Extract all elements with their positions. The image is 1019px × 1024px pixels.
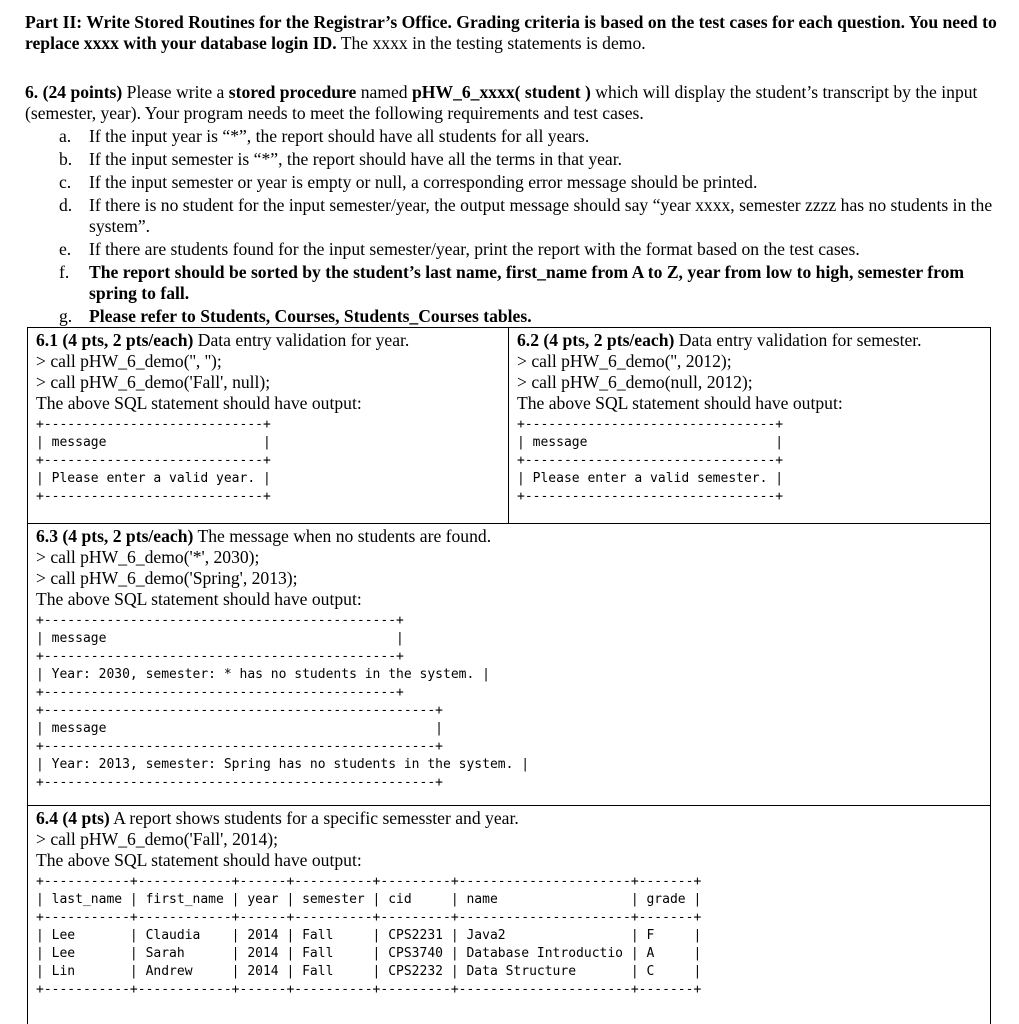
test-case-6-4: 6.4 (4 pts) A report shows students for a specific semesster and year. > call pHW_6_demo('Fall', 2014); The above SQL statement should have output: +-----------+------------+------+----------+---------+----------------------+-------+ | last_name | first_name | year | semester | cid | name | grade | +-----------+------------+------+----------+---------+----------------------+-------+ | Lee | Claudia | 2014 | Fall | CPS2231 | Java2 | F | | Lee | Sarah | 2014 | Fall | CPS3740 | Database Introductio | A | | Lin | Andrew | 2014 | Fall | CPS2232 | Data Structure | C | +-----------+------------+------+----------+---------+----------------------+-------+	[27, 805, 991, 1024]
procedure-name: pHW_6_xxxx( student )	[412, 82, 591, 102]
requirement-item: f. The report should be sorted by the student’s last name, first_name from A to Z, year from low to high, semester from spring to fall.	[59, 262, 965, 303]
call-statement: > call pHW_6_demo('', '');	[36, 351, 222, 371]
call-statement: > call pHW_6_demo('Spring', 2013);	[36, 568, 298, 588]
part-note: The xxxx in the testing statements is demo.	[336, 33, 646, 53]
part-intro	[25, 12, 1000, 54]
test-title: 6.2 (4 pts, 2 pts/each)	[517, 330, 675, 350]
test-title: 6.3 (4 pts, 2 pts/each)	[36, 526, 194, 546]
requirement-item: c. If the input semester or year is empty or null, a corresponding error message should be printed.	[59, 172, 758, 192]
call-statement: > call pHW_6_demo('Fall', null);	[36, 372, 271, 392]
requirement-item: g. Please refer to Students, Courses, Students_Courses tables.	[59, 306, 532, 326]
test-case-6-3: 6.3 (4 pts, 2 pts/each) The message when no students are found. > call pHW_6_demo('*', 2030); > call pHW_6_demo('Spring', 2013); The above SQL statement should have output: +---------------------------------------------+ | message | +---------------------------------------------+ | Year: 2030, semester: * has no students in the system. | +---------------------------------------------+ +--------------------------------------------------+ | message | +--------------------------------------------------+ | Year: 2013, semester: Spring has no students in the system. | +--------------------------------------------------+	[27, 523, 991, 806]
test-case-6-2: 6.2 (4 pts, 2 pts/each) Data entry validation for semester. > call pHW_6_demo('', 2012); > call pHW_6_demo(null, 2012); The above SQL statement should have output: +--------------------------------+ | message | +--------------------------------+ | Please enter a valid semester. | +--------------------------------+	[508, 327, 991, 524]
output-label: The above SQL statement should have output:	[36, 589, 362, 609]
requirement-item: a. If the input year is “*”, the report should have all students for all years.	[59, 126, 590, 146]
call-statement: > call pHW_6_demo('', 2012);	[517, 351, 732, 371]
requirement-item: b. If the input semester is “*”, the report should have all the terms in that year.	[59, 149, 623, 169]
sql-output: +-----------+------------+------+----------+---------+----------------------+-------+ | last_name | first_name | year | semester | cid | name | grade | +-----------+------------+------+----------+---------+----------------------+-------+ | Lee | Claudia | 2014 | Fall | CPS2231 | Java2 | F | | Lee | Sarah | 2014 | Fall | CPS3740 | Database Introductio | A | | Lin | Andrew | 2014 | Fall | CPS2232 | Data Structure | C | +-----------+------------+------+----------+---------+----------------------+-------+	[36, 874, 702, 997]
sql-output: +--------------------------------+ | message | +--------------------------------+ | Please enter a valid semester. | +--------------------------------+	[517, 417, 784, 504]
call-statement: > call pHW_6_demo('*', 2030);	[36, 547, 260, 567]
output-label: The above SQL statement should have output:	[36, 850, 362, 870]
output-label: The above SQL statement should have output:	[517, 393, 843, 413]
question-points: 6. (24 points)	[25, 82, 123, 102]
output-label: The above SQL statement should have output:	[36, 393, 362, 413]
test-case-6-1: 6.1 (4 pts, 2 pts/each) Data entry validation for year. > call pHW_6_demo('', ''); > call pHW_6_demo('Fall', null); The above SQL statement should have output: +----------------------------+ | message | +----------------------------+ | Please enter a valid year. | +----------------------------+	[27, 327, 509, 524]
part-heading: Part II: Write Stored Routines for the Registrar’s Office. Grading criteria is based on the test cases for each question. You need to replace xxxx with your database login ID.	[25, 12, 997, 53]
test-title: 6.4 (4 pts)	[36, 808, 110, 828]
sql-output: +---------------------------------------------+ | message | +---------------------------------------------+ | Year: 2030, semester: * has no students in the system. | +---------------------------------------------+ +--------------------------------------------------+ | message | +--------------------------------------------------+ | Year: 2013, semester: Spring has no students in the system. | +--------------------------------------------------+	[36, 613, 530, 790]
requirements-list	[25, 126, 1000, 327]
question-6: 6. (24 points) Please write a stored procedure named pHW_6_xxxx( student ) which will display the student’s transcript by the input (semester, year). Your program needs to meet the following requirements and test cases. a. If the input year is “*”, the report should have all students for all years. b. If the input semester is “*”, the report should have all the terms in that year. c. If the input semester or year is empty or null, a corresponding error message should be printed. d. If there is no student for the input semester/year, the output message should say “year xxxx, semester zzzz has no students in the system”. e. If there are students found for the input semester/year, print the report with the format based on the test cases. f. The report should be sorted by the student’s last name, first_name from A to Z, year from low to high, semester from spring to fall. g. Please refer to Students, Courses, Students_Courses tables.	[25, 82, 1000, 329]
sql-output: +----------------------------+ | message | +----------------------------+ | Please enter a valid year. | +----------------------------+	[36, 417, 271, 504]
call-statement: > call pHW_6_demo('Fall', 2014);	[36, 829, 278, 849]
requirement-item: d. If there is no student for the input semester/year, the output message should say “year xxxx, semester zzzz has no students in the system”.	[59, 195, 993, 236]
test-title: 6.1 (4 pts, 2 pts/each)	[36, 330, 194, 350]
requirement-item: e. If there are students found for the input semester/year, print the report with the format based on the test cases.	[59, 239, 860, 259]
call-statement: > call pHW_6_demo(null, 2012);	[517, 372, 753, 392]
